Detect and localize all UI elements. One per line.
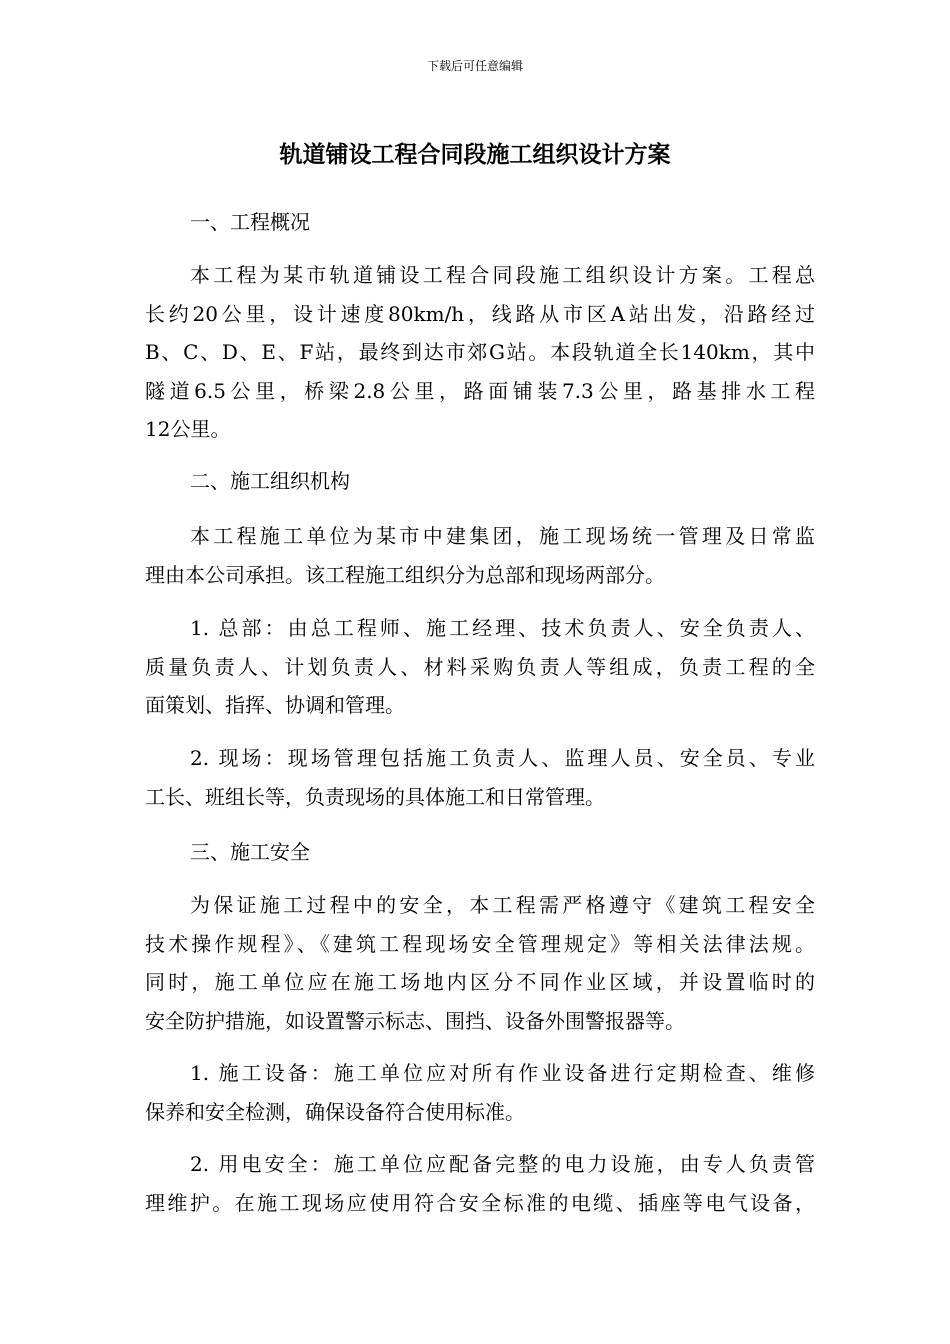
section-heading-organization [145, 462, 815, 501]
paragraph-line: 同时，施工单位应在施工场地内区分不同作业区域，并设置临时的 [145, 970, 815, 994]
paragraph-line: 2. 现场：现场管理包括施工负责人、监理人员、安全员、专业 [190, 746, 815, 770]
paragraph-line: 2. 用电安全：施工单位应配备完整的电力设施，由专人负责管 [190, 1152, 815, 1176]
paragraph-line: 安全防护措施，如设置警示标志、围挡、设备外围警报器等。 [145, 1008, 685, 1033]
paragraph-line: 12公里。 [145, 417, 231, 441]
paragraph-line: 为保证施工过程中的安全，本工程需严格遵守《建筑工程安全 [190, 893, 815, 917]
paragraph-headquarters [145, 609, 815, 725]
paragraph-equipment [145, 1054, 815, 1131]
heading-line: 三、施工安全 [190, 840, 310, 864]
paragraph-line: 1. 施工设备：施工单位应对所有作业设备进行定期检查、维修 [190, 1061, 815, 1085]
paragraph-line: 隧道6.5公里，桥梁2.8公里，路面铺装7.3公里，路基排水工程 [145, 378, 815, 403]
paragraph-line: 1. 总部：由总工程师、施工经理、技术负责人、安全负责人、 [190, 616, 815, 640]
paragraph-overview [145, 256, 815, 449]
header-note: 下载后可任意编辑 [426, 59, 523, 73]
section-heading-safety [145, 833, 815, 872]
document-title: 轨道铺设工程合同段施工组织设计方案 [279, 142, 671, 168]
section-heading-overview [145, 203, 815, 242]
paragraph-site [145, 739, 815, 816]
paragraph-electrical [145, 1145, 815, 1222]
paragraph-line: 本工程为某市轨道铺设工程合同段施工组织设计方案。工程总 [190, 263, 815, 287]
paragraph-line: 长约20公里，设计速度80km/h，线路从市区A站出发，沿路经过 [145, 301, 815, 326]
paragraph-line: 面策划、指挥、协调和管理。 [145, 693, 405, 717]
heading-line: 一、工程概况 [190, 210, 310, 234]
paragraph-line: 本工程施工单位为某市中建集团，施工现场统一管理及日常监 [190, 524, 815, 548]
paragraph-safety [145, 886, 815, 1040]
paragraph-organization [145, 517, 815, 594]
paragraph-line: B、C、D、E、F站，最终到达市郊G站。本段轨道全长140km，其中 [145, 340, 815, 364]
paragraph-line: 保养和安全检测，确保设备符合使用标准。 [145, 1099, 525, 1124]
heading-line: 二、施工组织机构 [190, 469, 350, 493]
paragraph-line: 质量负责人、计划负责人、材料采购负责人等组成，负责工程的全 [145, 654, 815, 679]
paragraph-line: 理由本公司承担。该工程施工组织分为总部和现场两部分。 [145, 562, 665, 587]
paragraph-line: 工长、班组长等，负责现场的具体施工和日常管理。 [145, 784, 605, 809]
paragraph-line: 理维护。在施工现场应使用符合安全标准的电缆、插座等电气设备， [145, 1190, 815, 1215]
paragraph-line: 技术操作规程》、《建筑工程现场安全管理规定》等相关法律法规。 [145, 931, 815, 956]
